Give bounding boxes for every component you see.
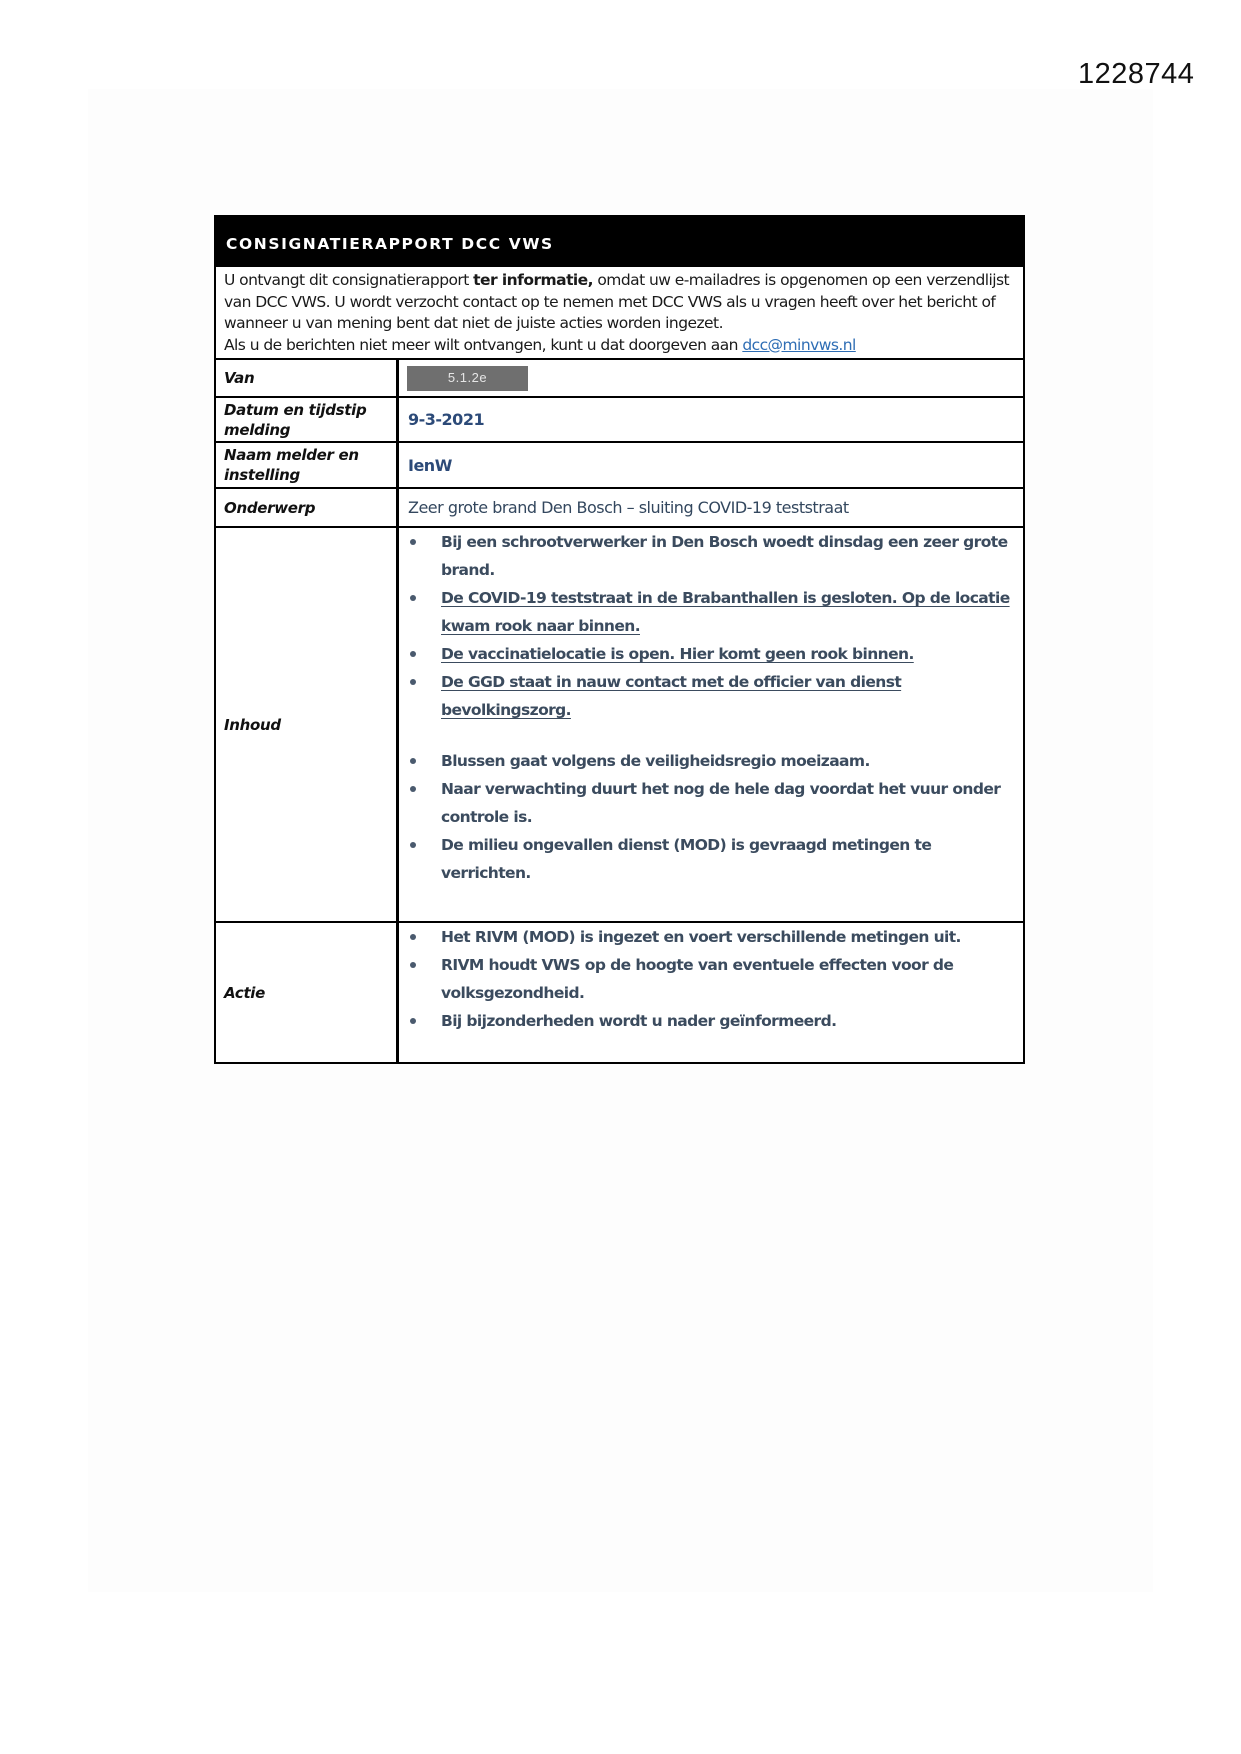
list-item: Bij een schrootverwerker in Den Bosch woedt dinsdag een zeer grote brand. [408,528,1014,584]
document-number: 1228744 [1078,58,1195,90]
label-inhoud: Inhoud [216,528,399,921]
label-onderwerp: Onderwerp [216,489,399,526]
intro-text [216,267,1023,360]
row-actie [216,923,1023,1062]
intro-unsubscribe: Als u de berichten niet meer wilt ontvangen, kunt u dat doorgeven aan [224,335,743,354]
row-inhoud [216,528,1023,923]
list-item: De vaccinatielocatie is open. Hier komt geen rook binnen. [408,640,1014,668]
list-item: RIVM houdt VWS op de hoogte van eventuele effecten voor de volksgezondheid. [408,951,1014,1007]
value-inhoud [399,528,1023,921]
list-item: De GGD staat in nauw contact met de officier van dienst bevolkingszorg. [408,668,1014,724]
value-actie [399,923,1023,1062]
redaction-box: 5.1.2e [407,366,528,391]
value-datum: 9-3-2021 [408,410,485,429]
label-van: Van [216,360,399,396]
list-spacer [408,724,1014,747]
consignment-report-table [214,215,1025,1064]
label-actie: Actie [216,923,399,1062]
value-melder: IenW [408,455,452,475]
label-melder: Naam melder en instelling [216,443,399,487]
value-van [399,360,1023,396]
list-item: Bij bijzonderheden wordt u nader geïnformeerd. [408,1007,1014,1035]
intro-part1: U ontvangt dit consignatierapport [224,271,474,289]
intro-bold: ter informatie, [473,271,593,289]
list-item: De COVID-19 teststraat in de Brabanthallen is gesloten. Op de locatie kwam rook naar binnen. [408,584,1014,640]
label-datum: Datum en tijdstip melding [216,398,399,441]
list-item: Blussen gaat volgens de veiligheidsregio moeizaam. [408,747,1014,775]
email-link[interactable]: dcc@minvws.nl [742,335,856,354]
row-van [216,360,1023,398]
list-item: Het RIVM (MOD) is ingezet en voert verschillende metingen uit. [408,923,1014,951]
row-melder [216,443,1023,489]
list-item: De milieu ongevallen dienst (MOD) is gevraagd metingen te verrichten. [408,831,1014,887]
row-datum [216,398,1023,443]
list-item: Naar verwachting duurt het nog de hele dag voordat het vuur onder controle is. [408,775,1014,831]
report-title: CONSIGNATIERAPPORT DCC VWS [216,217,1023,267]
intro-part2: omdat uw e-mailadres is opgenomen op een verzendlijst van DCC VWS. U wordt verzocht contact op te nemen met DCC VWS als u vragen heeft over het bericht of wanneer u van mening bent dat niet de juiste acties worden ingezet. [224,271,1010,332]
inhoud-list [408,528,1014,887]
actie-list [408,923,1014,1035]
row-onderwerp [216,489,1023,528]
value-onderwerp: Zeer grote brand Den Bosch – sluiting COVID-19 teststraat [408,498,849,517]
